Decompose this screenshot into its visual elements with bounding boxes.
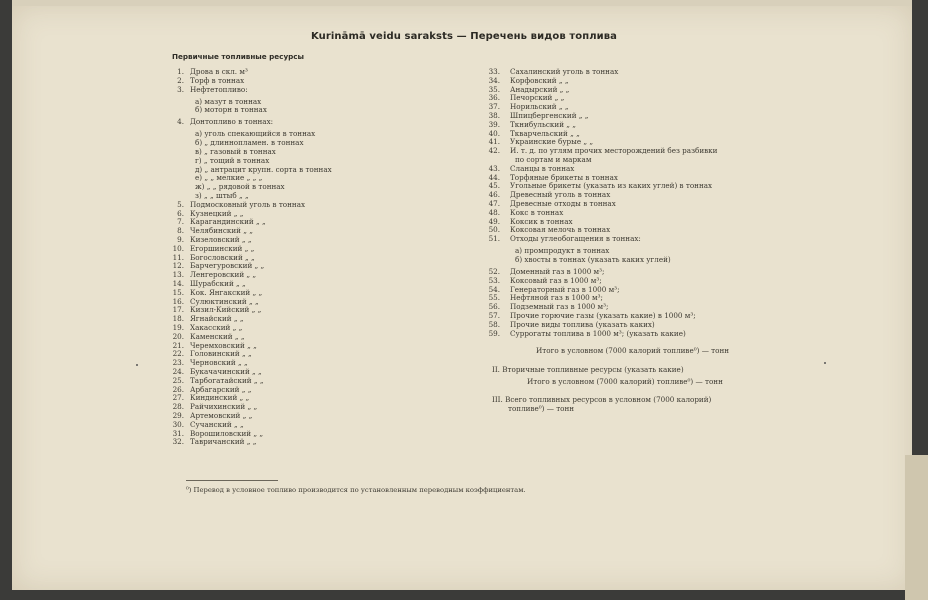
item-text: Генераторный газ в 1000 м³; [510,284,620,294]
item-text: а) мазут в тоннах [195,96,262,106]
item-number: 28. [172,402,184,412]
item-text: е) „ „ мелкие „ „ „ [195,173,263,183]
item-number: 19. [172,323,184,332]
footnote: ⁰) Перевод в условное топливо производится по установленным переводным коэффициентам. [186,486,526,494]
item-text: б) хвосты в тоннах (указать каких углей) [515,255,671,264]
item-number: 16. [172,296,184,306]
item-text: Ворошиловский „ „ [190,428,264,438]
item-number: 54. [488,284,500,294]
item-number: 42. [488,146,500,156]
item-number: 57. [488,311,500,320]
item-number: 9. [177,235,184,244]
item-text: Анадырский „ „ [510,84,570,94]
item-text: д) „ антрацит крупн. сорта в тоннах [195,164,332,174]
item-number: 45. [488,181,500,191]
item-number: 8. [177,226,184,236]
item-text: Коксовый газ в 1000 м³; [510,275,602,285]
item-number: 23. [172,358,184,368]
item-text: по сортам и маркам [515,155,592,164]
item-text: Кок. Янгакский „ „ [190,287,263,297]
item-number: 59. [488,328,500,338]
item-text: Ткварчельский „ „ [510,128,580,138]
item-number: 25. [172,375,184,385]
item-text: Карагандинский „ „ [190,217,266,227]
item-number: 52. [488,267,500,276]
item-text: Кокс в тоннах [510,207,564,217]
item-number: 48. [488,207,500,217]
item-text: б) „ длиннопламен. в тоннах [195,138,304,148]
item-text: Головинский „ „ [190,349,252,359]
item-number: 51. [488,234,500,244]
item-number: 29. [172,411,184,420]
item-text: Древесный уголь в тоннах [510,190,611,200]
item-text: Подмосковный уголь в тоннах [190,199,306,209]
item-number: 22. [172,349,184,359]
item-text: Кизил-Кийский „ „ [190,305,262,315]
item-text: Украинские бурые „ „ [510,137,594,147]
item-number: 39. [488,119,500,129]
item-text: Донтопливо в тоннах: [190,117,274,127]
item-number: 49. [488,216,500,226]
item-text: Сулюктинский „ „ [190,296,259,306]
item-text: б) моторн в тоннах [195,105,267,115]
item-text: Хакасский „ „ [190,323,243,332]
item-text: Черемховский „ „ [190,340,257,350]
item-text: Древесные отходы в тоннах [510,199,616,208]
item-text: Егоршинский „ „ [190,243,255,253]
item-text: Ягнайский „ „ [190,314,244,324]
item-text: Райчихинский „ „ [190,402,258,412]
item-text: Нефтетопливо: [190,84,248,94]
item-text: И. т. д. по углям прочих месторождений без разбивки [510,146,718,156]
item-text: в) „ газовый в тоннах [195,147,276,156]
item-text: Шурабский „ „ [190,279,246,288]
item-text: а) промпродукт в тоннах [515,246,610,256]
item-number: 14. [172,279,184,288]
total-primary: Итого в условном (7000 калорий топливе⁰) — тонн [536,346,730,355]
item-text: Торф в тоннах [190,75,245,85]
item-number: 43. [488,163,500,173]
item-text: Каменский „ „ [190,331,245,341]
item-number: 36. [488,93,500,103]
item-text: а) уголь спекающийся в тоннах [195,129,316,139]
item-text: Букачачинский „ „ [190,367,262,376]
section-ii-total: Итого в условном (7000 калорий) топливе⁰) — тонн [527,377,723,386]
item-number: 41. [488,137,500,147]
item-number: 27. [172,393,184,403]
item-text: Кизеловский „ „ [190,235,252,244]
section-ii-line: II. Вторичные топливные ресурсы (указать какие) [492,365,684,374]
item-number: 33. [488,67,500,76]
page-title: Kurināmā veidu saraksts — Перечень видов топлива [310,31,618,42]
item-text: Сахалинский уголь в тоннах [510,67,619,76]
item-text: Дрова в скл. м³ [190,67,248,76]
item-number: 1. [177,67,184,76]
item-text: Сучанский „ „ [190,419,244,429]
item-text: Челябинский „ „ [190,226,253,236]
item-number: 18. [172,314,184,324]
item-number: 10. [172,243,184,253]
item-text: Арбагарский „ „ [190,384,252,394]
item-text: Богословский „ „ [190,252,255,262]
item-text: Прочие горючие газы (указать какие) в 1000 м³; [510,311,696,320]
item-number: 17. [172,305,184,315]
item-text: Киндинский „ „ [190,393,250,403]
item-text: Тарбогатайский „ „ [190,375,264,385]
item-text: Прочие виды топлива (указать каких) [510,319,655,329]
item-text: Ленгеровский „ „ [190,270,257,280]
item-number: 15. [172,287,184,297]
page-curl [905,455,928,600]
item-text: Черновский „ „ [190,358,248,368]
paper-sheet [12,6,912,590]
item-number: 46. [488,190,500,200]
item-number: 7. [177,217,184,227]
item-text: Сланцы в тоннах [510,163,575,173]
item-text: Нефтяной газ в 1000 м³; [510,293,603,303]
footnote-rule [186,480,278,481]
item-number: 11. [172,252,184,262]
item-text: Артемовский „ „ [190,411,253,420]
item-number: 30. [172,419,184,429]
item-number: 26. [172,384,184,394]
item-text: Шпицбергенский „ „ [510,111,589,120]
item-number: 56. [488,302,500,312]
item-text: Суррогаты топлива в 1000 м³; (указать какие) [510,328,686,338]
item-text: Барчегуровский „ „ [190,261,265,271]
item-number: 32. [172,437,184,447]
item-text: Коксовая мелочь в тоннах [510,225,611,235]
paper-speck [824,362,826,364]
item-text: Тавричанский „ „ [190,437,257,447]
item-number: 13. [172,270,184,280]
item-text: Ткнибульский „ „ [510,119,577,129]
item-text: Норильский „ „ [510,102,569,112]
item-text: Отходы углеобогащения в тоннах: [510,234,641,244]
item-number: 31. [172,428,184,438]
section-iii-line: III. Всего топливных ресурсов в условном (7000 калорий) [492,395,712,404]
item-number: 24. [172,367,184,376]
item-number: 50. [488,225,500,235]
item-number: 40. [488,128,500,138]
section-heading: Первичные топливные ресурсы [172,52,305,61]
item-text: г) „ тощий в тоннах [195,155,270,165]
item-number: 3. [177,84,184,94]
item-text: Кузнецкий „ „ [190,208,244,218]
item-number: 5. [177,199,184,209]
item-text: ж) „ „ рядовой в тоннах [195,182,285,192]
item-text: Торфяные брикеты в тоннах [510,172,618,182]
item-number: 58. [488,319,500,329]
item-number: 4. [177,117,184,127]
item-number: 38. [488,111,500,120]
item-text: Печорский „ „ [510,93,565,103]
item-number: 21. [172,340,184,350]
item-number: 34. [488,75,500,85]
item-text: з) „ „ штыб „ „ [195,191,249,200]
item-number: 20. [172,331,184,341]
item-number: 55. [488,293,500,303]
item-number: 6. [177,208,184,218]
item-number: 47. [488,199,500,208]
item-text: Угольные брикеты (указать из каких углей) в тоннах [510,181,713,191]
item-number: 37. [488,102,500,112]
item-number: 2. [177,75,184,85]
paper-speck [136,364,138,366]
item-number: 35. [488,84,500,94]
item-number: 44. [488,172,500,182]
item-number: 12. [172,261,184,271]
item-text: Подземный газ в 1000 м³; [510,302,609,312]
item-number: 53. [488,275,500,285]
item-text: Корфовский „ „ [510,75,569,85]
item-text: Коксик в тоннах [510,216,573,226]
section-iii-line2: топливе⁰) — тонн [508,404,575,413]
item-text: Доменный газ в 1000 м³; [510,267,605,276]
